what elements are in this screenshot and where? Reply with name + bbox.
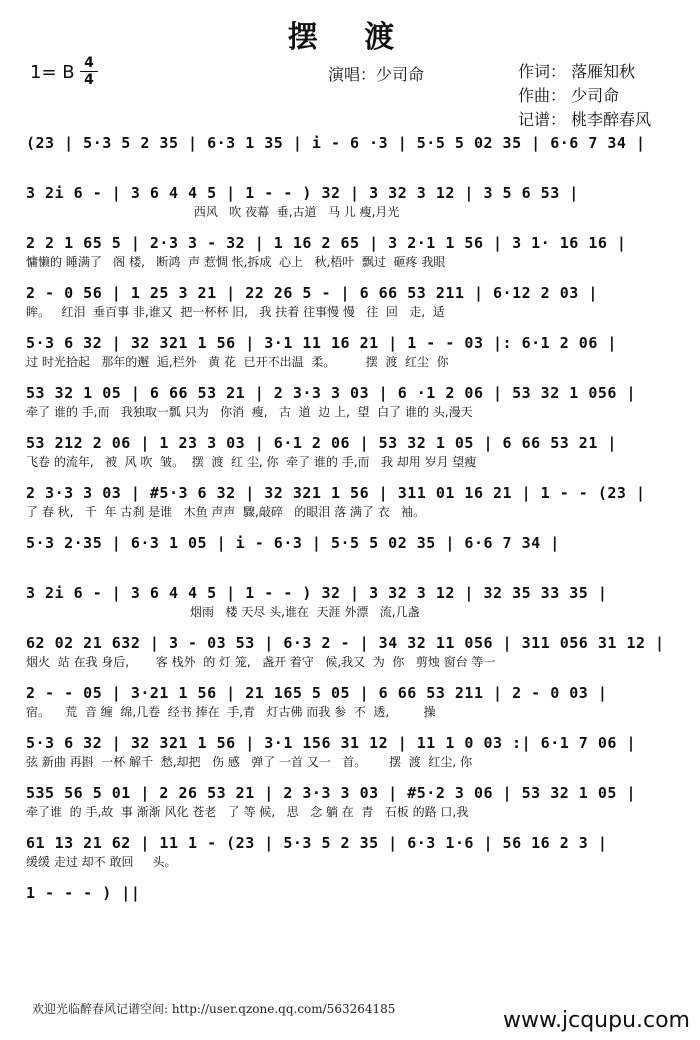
time-signature [80, 56, 98, 87]
notation-row: 2 3·3 3 03 | #5·3 6 32 | 32 321 1 56 | 311 01 16 21 | 1 - - (23 | [26, 484, 646, 502]
notation-row: 5·3 6 32 | 32 321 1 56 | 3·1 11 16 21 | 1 - - 03 |: 6·1 2 06 | [26, 334, 617, 352]
score-line [26, 832, 676, 882]
score-line [26, 732, 676, 782]
score-line [26, 232, 676, 282]
time-signature-top: 4 [84, 55, 94, 71]
notation-row: 53 212 2 06 | 1 23 3 03 | 6·1 2 06 | 53 32 1 05 | 6 66 53 21 | [26, 434, 617, 452]
lyric-row [26, 554, 676, 570]
singer-credit: 演唱：少司命 [328, 65, 425, 84]
lyric-row: 烟火 站 在我 身后, 客 栈外 的 灯 笼, 盏开 着守 候,我又 为 你 剪烛 窗台 等一 [26, 655, 496, 669]
lyric-row: 了 春 秋, 千 年 古刹 是谁 木鱼 声声 驟,敲碎 的眼泪 落 满了 衣 袖。 [26, 505, 426, 519]
lyric-row: 牵了谁 的 手,故 事 渐渐 风化 苍老 了 等 候, 思 念 躺 在 青 石板 的路 口,我 [26, 805, 469, 819]
lyric-row: 宿。 荒 音 缠 绵,几卷 经书 捧在 手,青 灯古佛 而我 参 不 透, 操 [26, 705, 436, 719]
notation-row: 5·3 2·35 | 6·3 1 05 | i - 6·3 | 5·5 5 02 35 | 6·6 7 34 | [26, 534, 560, 552]
lyric-row: 过 时光拾起 那年的邂 逅,栏外 黄 花 已开不出温 柔。 摆 渡 红尘 你 [26, 355, 449, 369]
composer-credit: 作曲： 少司命 [518, 86, 620, 105]
score-line [26, 532, 676, 582]
notation-row: 535 56 5 01 | 2 26 53 21 | 2 3·3 3 03 | #5·2 3 06 | 53 32 1 05 | [26, 784, 636, 802]
score-line [26, 882, 676, 932]
score-line [26, 582, 676, 632]
notation-row: 2 - 0 56 | 1 25 3 21 | 22 26 5 - | 6 66 53 211 | 6·12 2 03 | [26, 284, 598, 302]
song-title: 摆 渡 [287, 20, 413, 55]
lyric-row: 眸。 红泪 垂百事 非,谁又 把一杯杯 旧, 我 扶着 往事慢 慢 往 回 走, 适 [26, 305, 445, 319]
notation-row: 61 13 21 62 | 11 1 - (23 | 5·3 5 2 35 | 6·3 1·6 | 56 16 2 3 | [26, 834, 608, 852]
notation-row: 62 02 21 632 | 3 - 03 53 | 6·3 2 - | 34 32 11 056 | 311 056 31 12 | [26, 634, 665, 652]
notation-row: 3 2i 6 - | 3 6 4 4 5 | 1 - - ) 32 | 3 32 3 12 | 32 35 33 35 | [26, 584, 608, 602]
score-line [26, 182, 676, 232]
score-line [26, 482, 676, 532]
score-line [26, 332, 676, 382]
lyric-row: 弦 新曲 再斟 一杯 解千 愁,却把 伤 感 弹了 一首 又一 首。 摆 渡 红尘, 你 [26, 755, 473, 769]
score-line [26, 782, 676, 832]
notation-row: 2 2 1 65 5 | 2·3 3 - 32 | 1 16 2 65 | 3 2·1 1 56 | 3 1· 16 16 | [26, 234, 627, 252]
score-line [26, 132, 676, 182]
notation-row: 3 2i 6 - | 3 6 4 4 5 | 1 - - ) 32 | 3 32 3 12 | 3 5 6 53 | [26, 184, 579, 202]
lyric-row: 西风 吹 夜幕 垂,古道 马 儿 瘦,月光 [26, 205, 400, 219]
notation-row: 5·3 6 32 | 32 321 1 56 | 3·1 156 31 12 | 11 1 0 03 :| 6·1 7 06 | [26, 734, 636, 752]
credits-block [518, 60, 651, 132]
score-body [26, 132, 676, 932]
lyric-row: 慵懒的 睡满了 阁 楼, 断鸿 声 惹惆 怅,拆成 心上 秋,梧叶 飘过 砸疼 我眼 [26, 255, 446, 269]
site-watermark: www.jcqupu.com [503, 1008, 690, 1033]
lyric-row: 缓缓 走过 却不 敢回 头。 [26, 855, 177, 869]
score-line [26, 432, 676, 482]
notation-row: 2 - - 05 | 3·21 1 56 | 21 165 5 05 | 6 66 53 211 | 2 - 0 03 | [26, 684, 608, 702]
lyric-row: 烟雨 楼 天尽 头,谁在 天涯 外漂 流,几盏 [26, 605, 420, 619]
score-line [26, 382, 676, 432]
transcriber-credit: 记谱： 桃李醉春风 [518, 110, 652, 129]
lyricist-credit: 作词： 落雁知秋 [518, 62, 636, 81]
lyric-row [26, 904, 676, 920]
lyric-row: 飞卷 的流年, 被 风 吹 皱。 摆 渡 红 尘, 你 牵了 谁的 手,而 我 却用 岁月 望瘦 [26, 455, 477, 469]
score-line [26, 632, 676, 682]
key-signature: 1= B [30, 62, 75, 83]
notation-row: 53 32 1 05 | 6 66 53 21 | 2 3·3 3 03 | 6 ·1 2 06 | 53 32 1 056 | [26, 384, 636, 402]
footer-text: 欢迎光临醉春风记谱空间: http://user.qzone.qq.com/563264185 [32, 1002, 396, 1016]
score-line [26, 282, 676, 332]
lyric-row [26, 154, 676, 170]
lyric-row: 牵了 谁的 手,而 我独取一瓢 只为 你消 瘦, 古 道 边 上, 望 白了 谁的 头,漫天 [26, 405, 473, 419]
time-signature-bottom: 4 [84, 72, 94, 88]
notation-row: (23 | 5·3 5 2 35 | 6·3 1 35 | i - 6 ·3 | 5·5 5 02 35 | 6·6 7 34 | [26, 134, 646, 152]
score-line [26, 682, 676, 732]
notation-row: 1 - - - ) || [26, 884, 141, 902]
